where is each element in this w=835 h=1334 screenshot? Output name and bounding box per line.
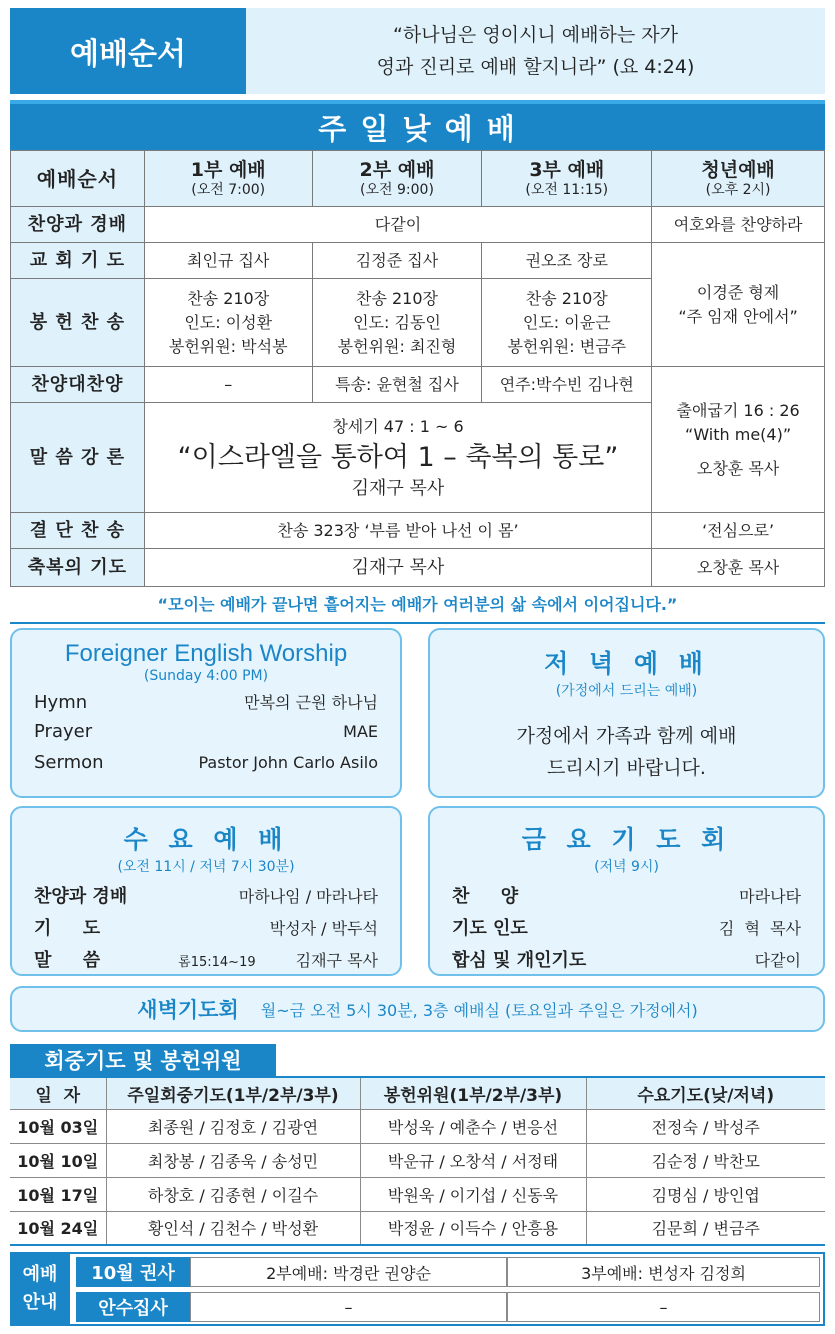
header-title: 예배순서 [10,8,246,94]
guide-label: 예배 안내 [10,1252,70,1326]
prayer-row: 교 회 기 도 최인규 집사 김정준 집사 권오조 장로 이경준 형제 “주 임재 안에서” [11,243,825,279]
guide-row1-a: 2부예배: 박경란 권양순 [190,1257,507,1287]
table-row: 10월 03일 최종원 / 김정호 / 김광연 박성욱 / 예춘수 / 변응선 전정숙 / 박성주 [10,1109,825,1143]
scripture: 창세기 47 : 1 ~ 6 [332,416,464,436]
table-header-row [11,151,825,207]
friday-row-lead: 기도 인도 김 혁 목사 [452,918,801,939]
evening-line-1: 가정에서 가족과 함께 예배 [516,725,737,747]
closing-hymn-row: 결 단 찬 송 찬송 323장 ‘부름 받아 나선 이 몸’ ‘전심으로’ [11,513,825,549]
sermon-cell [144,403,651,513]
table-row: 10월 10일 최창봉 / 김종욱 / 송성민 박운규 / 오창석 / 서정태 김순정 / 박찬모 [10,1143,825,1177]
praise-row: 찬양과 경배 다같이 여호와를 찬양하라 [11,207,825,243]
wednesday-sub: (오전 11시 / 저녁 7시 30분) [117,859,295,875]
col-third-service: 3부 예배 (오전 11:15) [482,151,652,207]
wednesday-worship-card [10,806,402,976]
friday-row-praise: 찬 양 마라나타 [452,886,801,907]
col-order-header: 예배순서 [11,151,145,207]
sunday-schedule-table [10,150,825,587]
friday-prayer-card [428,806,825,976]
youth-leader-cell: 이경준 형제 “주 임재 안에서” [652,243,825,367]
sermon-title: “이스라엘을 통하여 1 – 축복의 통로” [177,441,619,473]
sunday-service-title: 주 일 낮 예 배 [10,100,825,150]
preacher: 김재구 목사 [351,477,445,499]
prayer-header-row: 일 자 주일회중기도(1부/2부/3부) 봉헌위원(1부/2부/3부) 수요기도(낮/저녁) [10,1077,825,1109]
english-row-hymn: Hymn 만복의 근원 하나님 [34,692,378,713]
dawn-detail: 월~금 오전 5시 30분, 3층 예배실 (토요일과 주일은 가정에서) [260,1000,698,1020]
wednesday-row-praise: 찬양과 경배 마하나임 / 마라나타 [34,886,378,907]
prayer-table [10,1076,825,1246]
choir-row: 찬양대찬양 – 특송: 윤현철 집사 연주:박수빈 김나현 출애굽기 16 : 26 “With me(4)” 오창훈 목사 [11,367,825,403]
friday-row-joint: 합심 및 개인기도 다같이 [452,950,801,971]
friday-sub: (저녁 9시) [594,859,659,875]
guide-row1-label: 10월 권사 [76,1257,190,1287]
col-youth-service: 청년예배 (오후 2시) [652,151,825,207]
evening-sub: (가정에서 드리는 예배) [555,683,698,699]
quote-line-1: “하나님은 영이시니 예배하는 자가 [393,24,678,46]
english-worship-card [10,628,402,798]
table-row: 10월 24일 황인석 / 김천수 / 박성환 박정윤 / 이득수 / 안흥용 김문희 / 변금주 [10,1211,825,1245]
guide-row2-b: – [507,1292,820,1322]
divider-line [10,622,825,624]
blessing-row: 축복의 기도 김재구 목사 오창훈 목사 [11,549,825,587]
evening-line-2: 드리시기 바랍니다. [547,757,706,779]
youth-sermon-cell: 출애굽기 16 : 26 “With me(4)” 오창훈 목사 [652,367,825,513]
wednesday-row-word: 말 씀 롬15:14~19 김재구 목사 [34,950,378,971]
english-row-prayer: Prayer MAE [34,721,378,742]
col-first-service: 1부 예배 (오전 7:00) [144,151,312,207]
evening-title: 저 녁 예 배 [544,649,709,678]
motto-text: “모이는 예배가 끝나면 흩어지는 예배가 여러분의 삶 속에서 이어집니다.” [157,595,678,614]
table-row: 10월 17일 하창호 / 김종현 / 이길수 박원욱 / 이기섭 / 신동욱 김명심 / 방인엽 [10,1177,825,1211]
quote-line-2: 영과 진리로 예배 할지니라” (요 4:24) [376,56,695,78]
friday-title: 금 요 기 도 회 [521,825,732,854]
guide-row2-label: 안수집사 [76,1292,190,1322]
dawn-title: 새벽기도회 [137,998,239,1022]
evening-worship-card [428,628,825,798]
col-second-service: 2부 예배 (오전 9:00) [312,151,482,207]
prayer-table-title: 회중기도 및 봉헌위원 [10,1044,276,1076]
english-time: (Sunday 4:00 PM) [143,668,269,684]
header-quote [246,8,825,94]
guide-row1-b: 3부예배: 변성자 김정희 [507,1257,820,1287]
dawn-prayer-bar [10,986,825,1032]
guide-row2-a: – [190,1292,507,1322]
wednesday-row-prayer: 기 도 박성자 / 박두석 [34,918,378,939]
english-title: Foreigner English Worship [64,640,348,667]
sermon-row: 말 씀 강 론 창세기 47 : 1 ~ 6 “이스라엘을 통하여 1 – 축복의 통로” 김재구 목사 [11,403,825,513]
english-row-sermon: Sermon Pastor John Carlo Asilo [34,752,378,773]
offering-row: 봉 헌 찬 송 찬송 210장 인도: 이성환 봉헌위원: 박석봉 찬송 210장 인도: 김동인 봉헌위원: 최진형 찬송 210장 인도: 이윤근 봉헌위원: 변금주 [11,279,825,367]
wednesday-title: 수 요 예 배 [123,825,289,854]
